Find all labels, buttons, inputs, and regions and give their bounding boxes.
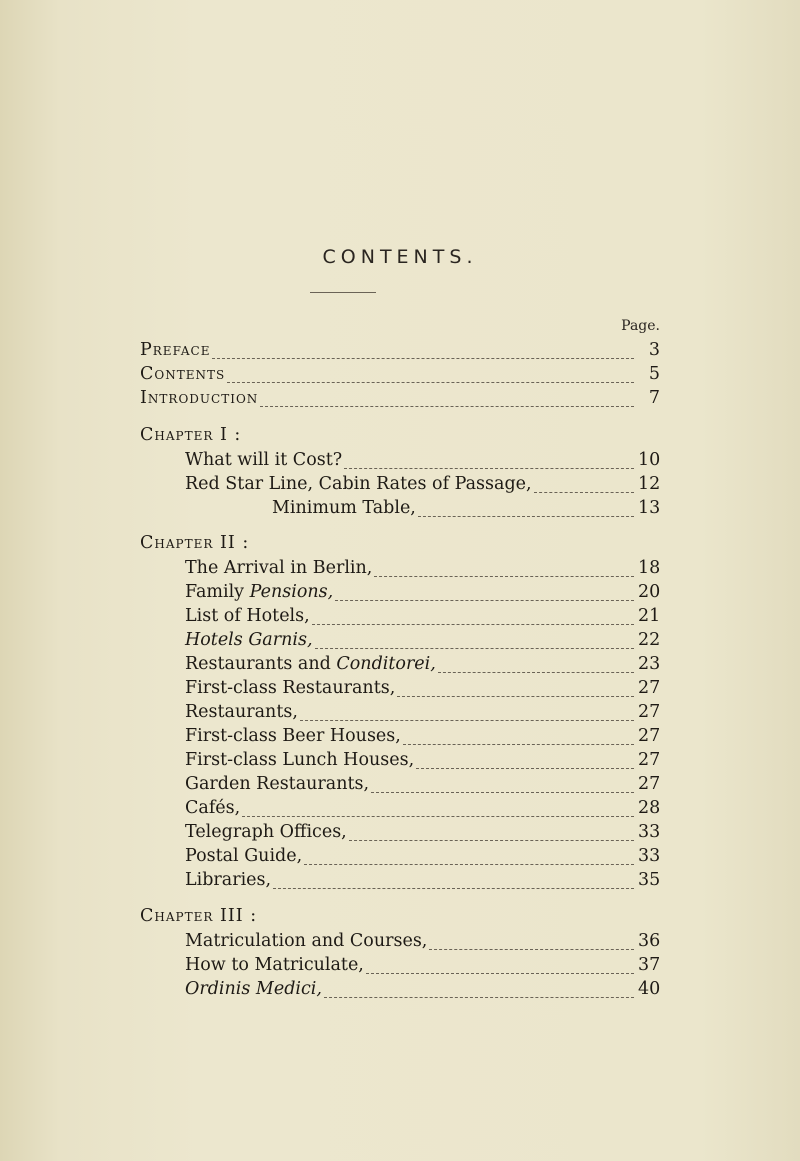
toc-entry-page: 27 (638, 774, 661, 794)
dot-leader (416, 768, 634, 769)
toc-entry-label: First-class Lunch Houses, (185, 750, 415, 770)
toc-entry-page: 21 (638, 606, 661, 626)
dot-leader (534, 492, 634, 493)
dot-leader (335, 600, 634, 601)
dot-leader (227, 382, 634, 383)
toc-entry-page: 10 (638, 450, 661, 470)
toc-entry-label-italic: Conditorei, (336, 654, 436, 674)
dot-leader (260, 406, 634, 407)
toc-entry-introduction[interactable] (140, 388, 660, 412)
chapter-heading: Chapter II : (140, 533, 250, 553)
toc-entry[interactable] (185, 582, 660, 606)
toc-entry[interactable] (185, 678, 660, 702)
toc-entry-label-roman: Family (185, 582, 250, 602)
toc-entry-label: Hotels Garnis, (185, 630, 313, 650)
toc-entry-label: Garden Restaurants, (185, 774, 370, 794)
title-rule (310, 292, 376, 293)
toc-entry[interactable] (185, 450, 660, 474)
toc-entry[interactable] (185, 654, 660, 678)
toc-entry[interactable] (185, 798, 660, 822)
toc-entry[interactable] (185, 931, 660, 955)
toc-entry-label: The Arrival in Berlin, (185, 558, 373, 578)
toc-entry[interactable] (185, 558, 660, 582)
toc-entry[interactable] (185, 870, 660, 894)
dot-leader (418, 516, 634, 517)
toc-entry-page: 27 (638, 726, 661, 746)
dot-leader (366, 973, 634, 974)
toc-entry[interactable] (185, 750, 660, 774)
toc-entry-label: What will it Cost? (185, 450, 343, 470)
toc-entry-label: Telegraph Offices, (185, 822, 347, 842)
toc-entry-page: 22 (638, 630, 661, 650)
toc-entry-page: 33 (638, 846, 661, 866)
dot-leader (273, 888, 634, 889)
toc-entry-label: Matriculation and Courses, (185, 931, 428, 951)
dot-leader (438, 672, 634, 673)
toc-entry-page: 12 (638, 474, 661, 494)
toc-entry-page: 23 (638, 654, 661, 674)
toc-entry[interactable] (185, 822, 660, 846)
toc-entry-label: Libraries, (185, 870, 272, 890)
chapter-heading: Chapter III : (140, 906, 258, 926)
dot-leader (349, 840, 634, 841)
toc-entry-page: 27 (638, 678, 661, 698)
toc-entry-page: 37 (638, 955, 661, 975)
toc-entry-label: Minimum Table, (272, 498, 416, 518)
dot-leader (371, 792, 634, 793)
toc-entry-label: Introduction (140, 388, 259, 408)
dot-leader (242, 816, 634, 817)
toc-entry-page: 35 (638, 870, 661, 890)
toc-entry[interactable] (185, 846, 660, 870)
toc-entry[interactable] (272, 498, 660, 522)
toc-entry-page: 33 (638, 822, 661, 842)
toc-entry[interactable] (185, 726, 660, 750)
dot-leader (344, 468, 634, 469)
toc-entry-label-italic: Pensions, (249, 582, 334, 602)
toc-entry-label: First-class Restaurants, (185, 678, 396, 698)
toc-entry-label-roman: Restaurants and (185, 654, 337, 674)
toc-entry-page: 36 (638, 931, 661, 951)
toc-entry-label: Red Star Line, Cabin Rates of Passage, (185, 474, 532, 494)
toc-entry-label: Restaurants, (185, 702, 298, 722)
toc-entry-preface[interactable] (140, 340, 660, 364)
toc-entry-label (185, 654, 436, 674)
toc-entry-page: 13 (638, 498, 661, 518)
dot-leader (212, 358, 634, 359)
dot-leader (312, 624, 634, 625)
toc-entry-page: 28 (638, 798, 661, 818)
toc-entry-label: Contents (140, 364, 226, 384)
page-column-header: Page. (621, 318, 660, 334)
toc-entry[interactable] (185, 630, 660, 654)
dot-leader (300, 720, 634, 721)
toc-entry-label (185, 582, 333, 602)
toc-entry-label: How to Matriculate, (185, 955, 364, 975)
toc-entry-page: 40 (638, 979, 661, 999)
toc-entry-page: 7 (648, 388, 660, 408)
page-title: CONTENTS. (322, 246, 478, 268)
toc-entry-contents[interactable] (140, 364, 660, 388)
toc-entry-label: First-class Beer Houses, (185, 726, 401, 746)
dot-leader (397, 696, 634, 697)
toc-entry[interactable] (185, 474, 660, 498)
dot-leader (304, 864, 634, 865)
toc-entry-label: Preface (140, 340, 211, 360)
dot-leader (315, 648, 634, 649)
toc-entry-page: 27 (638, 702, 661, 722)
toc-entry[interactable] (185, 979, 660, 1003)
toc-entry[interactable] (185, 606, 660, 630)
toc-entry[interactable] (185, 774, 660, 798)
toc-entry-page: 18 (638, 558, 661, 578)
toc-entry-page: 5 (648, 364, 660, 384)
toc-entry[interactable] (185, 702, 660, 726)
chapter-heading: Chapter I : (140, 425, 242, 445)
toc-entry-label: Cafés, (185, 798, 241, 818)
toc-entry[interactable] (185, 955, 660, 979)
toc-entry-label: List of Hotels, (185, 606, 310, 626)
dot-leader (403, 744, 634, 745)
toc-entry-page: 20 (638, 582, 661, 602)
dot-leader (374, 576, 634, 577)
toc-entry-label: Ordinis Medici, (185, 979, 322, 999)
toc-entry-label: Postal Guide, (185, 846, 303, 866)
toc-entry-page: 3 (648, 340, 660, 360)
toc-entry-page: 27 (638, 750, 661, 770)
dot-leader (324, 997, 634, 998)
dot-leader (429, 949, 634, 950)
